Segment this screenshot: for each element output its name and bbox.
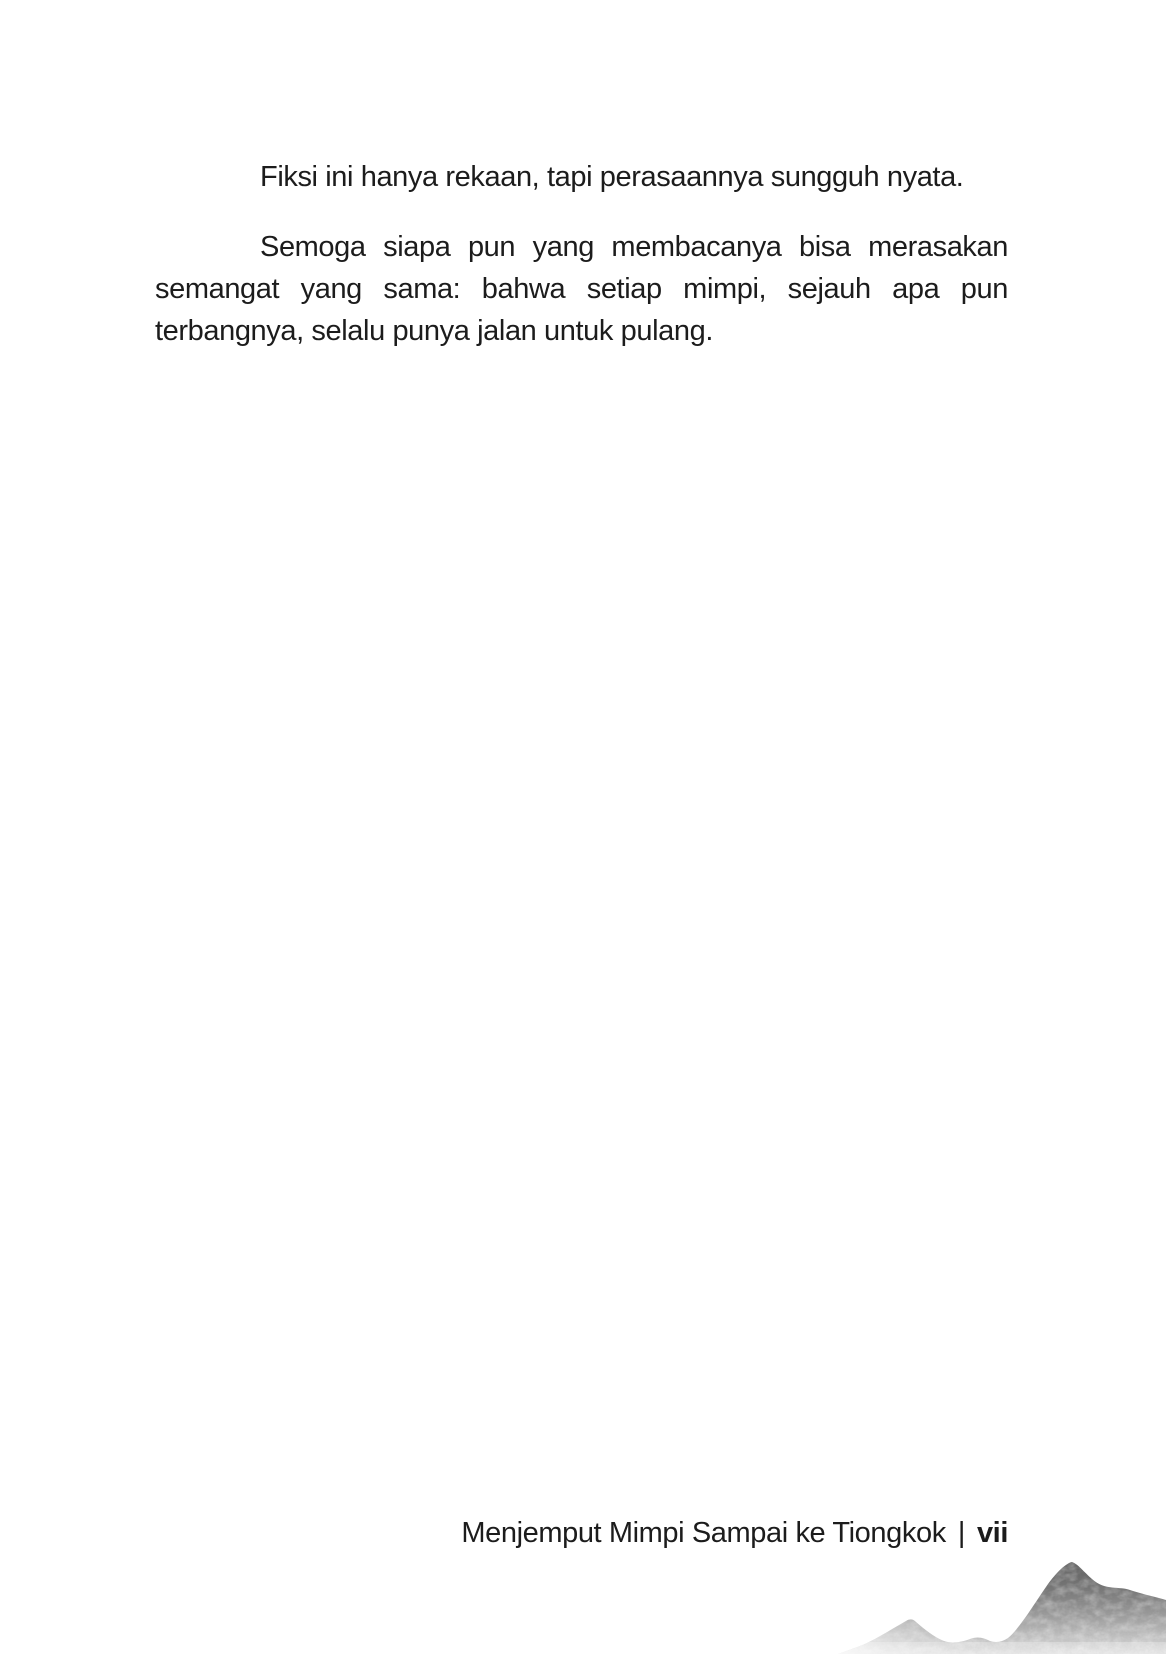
paragraph-hope-line-2: semangat yang sama: bahwa setiap mimpi, sejauh apa pun bbox=[155, 273, 1008, 305]
footer-page-number: vii bbox=[976, 1517, 1008, 1549]
ink-wash-mountain-icon bbox=[820, 1550, 1166, 1654]
paragraph-hope-line-1: Semoga siapa pun yang membacanya bisa merasakan bbox=[260, 231, 1008, 263]
footer-separator: | bbox=[957, 1517, 965, 1549]
page-content bbox=[155, 156, 1008, 352]
paragraph-hope-line-3: terbangnya, selalu punya jalan untuk pulang. bbox=[155, 315, 713, 347]
paragraph-dedication: Fiksi ini hanya rekaan, tapi perasaannya sungguh nyata. bbox=[260, 161, 964, 193]
paragraph-hope bbox=[155, 226, 1008, 352]
page-footer bbox=[461, 1512, 1008, 1554]
footer-running-title: Menjemput Mimpi Sampai ke Tiongkok bbox=[461, 1517, 946, 1549]
